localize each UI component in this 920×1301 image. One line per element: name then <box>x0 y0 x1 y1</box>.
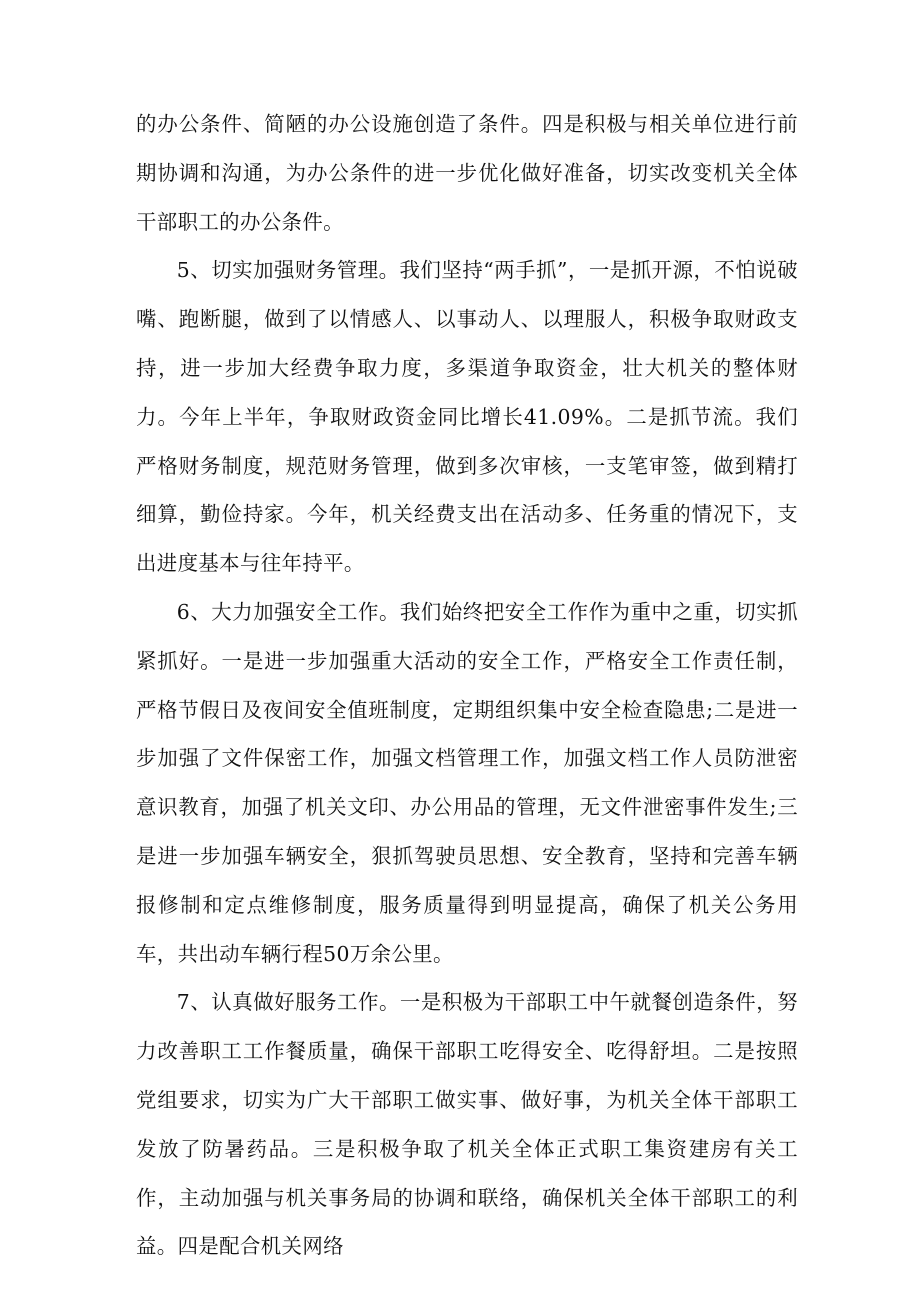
paragraph-item-5-finance: 5、切实加强财务管理。我们坚持“两手抓”，一是抓开源，不怕说破嘴、跑断腿，做到了以情感人、以事动人、以理服人，积极争取财政支持，进一步加大经费争取力度，多渠道争取资金，壮大机关的整体财力。今年上半年，争取财政资金同比增长41.09%。二是抓节流。我们严格财务制度，规范财务管理，做到多次审核，一支笔审签，做到精打细算，勤俭持家。今年，机关经费支出在活动多、任务重的情况下，支出进度基本与往年持平。 <box>136 258 798 576</box>
paragraph-item-7-service: 7、认真做好服务工作。一是积极为干部职工中午就餐创造条件，努力改善职工工作餐质量，确保干部职工吃得安全、吃得舒坦。二是按照党组要求，切实为广大干部职工做实事、做好事，为机关全体干部职工发放了防暑药品。三是积极争取了机关全体正式职工集资建房有关工作，主动加强与机关事务局的协调和联络，确保机关全体干部职工的利益。四是配合机关网络 <box>136 990 798 1259</box>
paragraph-item-6-safety: 6、大力加强安全工作。我们始终把安全工作作为重中之重，切实抓紧抓好。一是进一步加强重大活动的安全工作，严格安全工作责任制，严格节假日及夜间安全值班制度，定期组织集中安全检查隐患;二是进一步加强了文件保密工作，加强文档管理工作，加强文档工作人员防泄密意识教育，加强了机关文印、办公用品的管理，无文件泄密事件发生;三是进一步加强车辆安全，狠抓驾驶员思想、安全教育，坚持和完善车辆报修制和定点维修制度，服务质量得到明显提高，确保了机关公务用车，共出动车辆行程50万余公里。 <box>136 599 798 966</box>
paragraph-continued: 的办公条件、简陋的办公设施创造了条件。四是积极与相关单位进行前期协调和沟通，为办公条件的进一步优化做好准备，切实改变机关全体干部职工的办公条件。 <box>136 112 798 234</box>
